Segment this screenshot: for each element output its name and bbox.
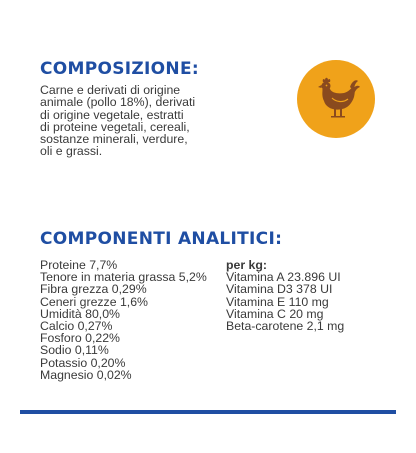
footer-divider: [20, 410, 396, 414]
vitamin-list: [226, 271, 344, 332]
chicken-icon: [310, 73, 362, 125]
vitamin-item: Vitamina E 110 mg: [226, 294, 329, 309]
analytic-item: Sodio 0,11%: [40, 343, 109, 358]
vitamin-item: Vitamina A 23.896 UI: [226, 270, 341, 285]
analytic-item: Tenore in materia grassa 5,2%: [40, 270, 207, 285]
analytic-item: Calcio 0,27%: [40, 319, 113, 334]
per-kg-label: per kg:: [226, 258, 267, 272]
analytic-item: Potassio 0,20%: [40, 355, 126, 370]
analytics-heading: COMPONENTI ANALITICI:: [40, 229, 283, 249]
composition-line: animale (pollo 18%), derivati: [40, 95, 196, 110]
composition-line: Carne e derivati di origine: [40, 83, 181, 97]
composition-line: sostanze minerali, verdure,: [40, 132, 188, 147]
vitamin-item: Vitamina D3 378 UI: [226, 282, 333, 297]
vitamin-item: Vitamina C 20 mg: [226, 306, 324, 321]
analytic-item: Ceneri grezze 1,6%: [40, 294, 148, 309]
composition-line: oli e grassi.: [40, 144, 103, 159]
composition-heading: COMPOSIZIONE:: [40, 59, 199, 79]
chicken-badge: [297, 60, 375, 138]
analytic-item: Umidità 80,0%: [40, 306, 120, 321]
vitamins-block: [226, 259, 344, 332]
composition-text: [40, 84, 240, 158]
composition-line: di proteine vegetali, cereali,: [40, 119, 190, 134]
analytic-item: Fosforo 0,22%: [40, 331, 120, 346]
analytic-item: Proteine 7,7%: [40, 258, 118, 272]
analytic-item: Magnesio 0,02%: [40, 367, 132, 382]
analytic-components-list: [40, 259, 207, 381]
composition-line: di origine vegetale, estratti: [40, 107, 184, 122]
analytic-item: Fibra grezza 0,29%: [40, 282, 147, 297]
vitamin-item: Beta-carotene 2,1 mg: [226, 319, 345, 334]
